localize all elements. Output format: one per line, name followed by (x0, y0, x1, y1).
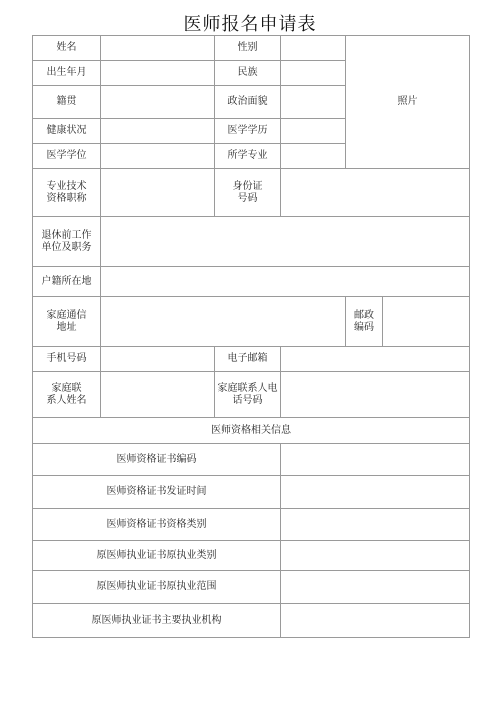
qualification-row-field[interactable] (281, 444, 470, 476)
qualification-row-field[interactable] (281, 604, 470, 638)
native-place-label: 籍贯 (33, 86, 101, 119)
major-label: 所学专业 (215, 144, 281, 169)
medical-education-field[interactable] (281, 119, 346, 144)
professional-title-line2: 资格职称 (46, 192, 87, 204)
id-number-label (215, 169, 281, 217)
medical-degree-label: 医学学位 (33, 144, 101, 169)
home-address-field[interactable] (101, 297, 346, 347)
qualification-row-label: 医师资格证书发证时间 (33, 476, 281, 509)
family-contact-phone-line1: 家庭联系人电 (217, 382, 278, 394)
qualification-row-field[interactable] (281, 571, 470, 604)
family-contact-line2: 系人姓名 (46, 394, 87, 406)
family-contact-field[interactable] (101, 372, 215, 418)
political-status-field[interactable] (281, 86, 346, 119)
family-contact-line1: 家庭联 (51, 382, 82, 394)
home-address-label (33, 297, 101, 347)
household-registration-label: 户籍所在地 (33, 267, 101, 297)
birth-label: 出生年月 (33, 61, 101, 86)
health-label: 健康状况 (33, 119, 101, 144)
family-contact-phone-line2: 话号码 (232, 394, 263, 406)
photo-box[interactable]: 照片 (346, 36, 470, 169)
professional-title-field[interactable] (101, 169, 215, 217)
id-number-line2: 号码 (237, 192, 258, 204)
former-workplace-line2: 单位及职务 (41, 241, 92, 253)
home-address-line1: 家庭通信 (46, 309, 87, 321)
qualification-row-field[interactable] (281, 509, 470, 541)
postal-code-line2: 编码 (354, 321, 374, 333)
former-workplace-field[interactable] (101, 217, 470, 267)
home-address-line2: 地址 (56, 321, 77, 333)
former-workplace-line1: 退休前工作 (41, 229, 92, 241)
id-number-line1: 身份证 (232, 180, 263, 192)
native-place-field[interactable] (101, 86, 215, 119)
gender-field[interactable] (281, 36, 346, 61)
medical-degree-field[interactable] (101, 144, 215, 169)
political-status-label: 政治面貌 (215, 86, 281, 119)
postal-code-label (346, 297, 383, 347)
birth-field[interactable] (101, 61, 215, 86)
qualification-row-field[interactable] (281, 476, 470, 509)
postal-code-line1: 邮政 (354, 309, 374, 321)
qualification-row-label: 原医师执业证书主要执业机构 (33, 604, 281, 638)
family-contact-phone-label (215, 372, 281, 418)
qualification-row-label: 医师资格证书编码 (33, 444, 281, 476)
qualification-row-label: 原医师执业证书原执业类别 (33, 541, 281, 571)
former-workplace-label (33, 217, 101, 267)
medical-education-label: 医学学历 (215, 119, 281, 144)
name-label: 姓名 (33, 36, 101, 61)
email-label: 电子邮箱 (215, 347, 281, 372)
ethnicity-label: 民族 (215, 61, 281, 86)
email-field[interactable] (281, 347, 470, 372)
ethnicity-field[interactable] (281, 61, 346, 86)
family-contact-label (33, 372, 101, 418)
qualification-row-label: 医师资格证书资格类别 (33, 509, 281, 541)
major-field[interactable] (281, 144, 346, 169)
id-number-field[interactable] (281, 169, 470, 217)
qualification-row-label: 原医师执业证书原执业范围 (33, 571, 281, 604)
qualification-row-field[interactable] (281, 541, 470, 571)
professional-title-label (33, 169, 101, 217)
form-title: 医师报名申请表 (183, 14, 317, 35)
qualification-section-title: 医师资格相关信息 (33, 418, 470, 444)
family-contact-phone-field[interactable] (281, 372, 470, 418)
mobile-field[interactable] (101, 347, 215, 372)
application-form-table (32, 35, 470, 638)
professional-title-line1: 专业技术 (46, 180, 87, 192)
name-field[interactable] (101, 36, 215, 61)
household-registration-field[interactable] (101, 267, 470, 297)
health-field[interactable] (101, 119, 215, 144)
postal-code-field[interactable] (383, 297, 470, 347)
gender-label: 性别 (215, 36, 281, 61)
mobile-label: 手机号码 (33, 347, 101, 372)
